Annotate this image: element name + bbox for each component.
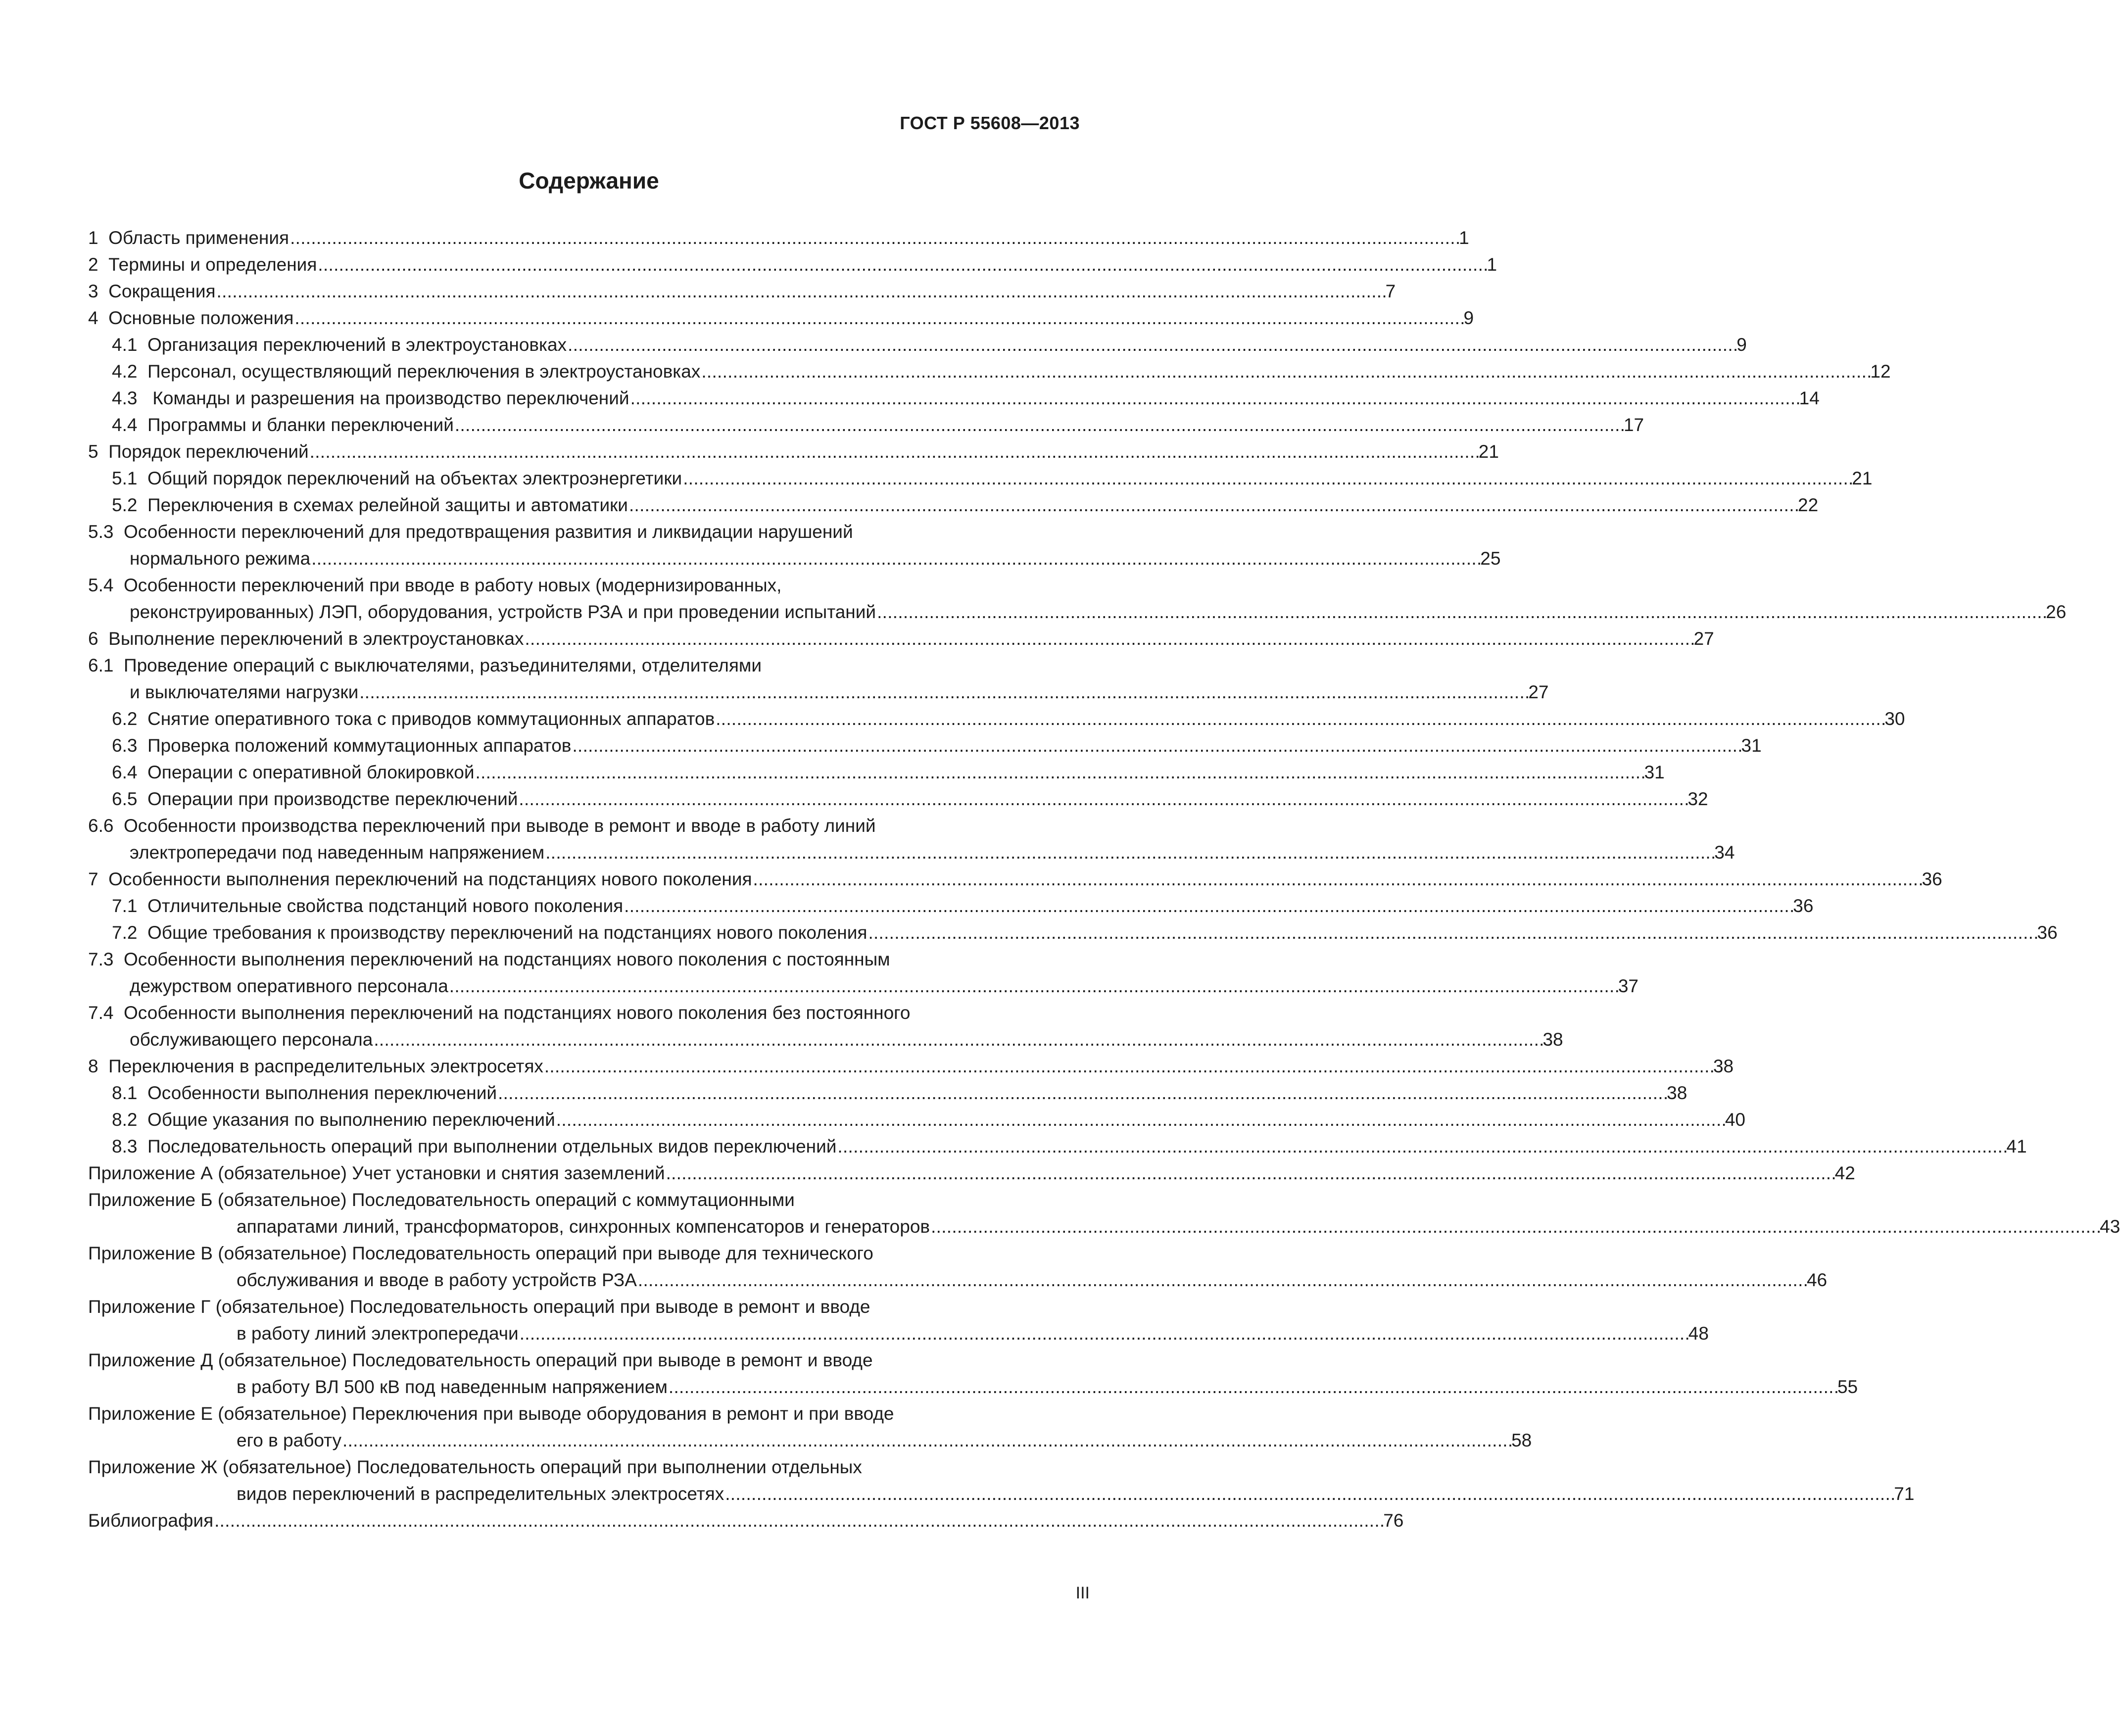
toc-entry-title: в работу линий электропередачи [237, 1323, 519, 1344]
toc-page-number: 58 [1511, 1430, 1532, 1450]
toc-leader-dots [545, 839, 1713, 866]
toc-entry-title: Проверка положений коммутационных аппаратов [147, 735, 572, 756]
toc-entry[interactable] [88, 1000, 1563, 1053]
toc-entry[interactable] [88, 759, 1665, 786]
toc-entry[interactable] [88, 1240, 1828, 1294]
toc-entry[interactable] [88, 1107, 1745, 1133]
toc-entry-title: Приложение В (обязательное) Последовательность операций при выводе для технического [88, 1243, 873, 1263]
toc-leader-dots [638, 1267, 1806, 1294]
toc-entry[interactable] [88, 251, 1497, 278]
toc-entry[interactable] [88, 1053, 1734, 1080]
toc-entry[interactable] [88, 946, 1639, 1000]
toc-entry[interactable] [88, 1187, 2120, 1240]
toc-leader-dots [498, 1080, 1666, 1107]
toc-page-number: 31 [1741, 735, 1762, 756]
toc-leader-dots [683, 465, 1851, 492]
toc-entry[interactable] [88, 866, 1942, 893]
toc-page-number: 41 [2006, 1136, 2027, 1157]
toc-entry[interactable] [88, 919, 2058, 946]
toc-entry[interactable] [88, 225, 1469, 251]
toc-leader-dots [669, 1374, 1836, 1400]
toc-entry-title: Команды и разрешения на производство переключений [147, 388, 629, 408]
toc-entry-number: 8 [88, 1056, 98, 1076]
toc-entry-title: Приложение Д (обязательное) Последовательность операций при выводе в ремонт и вводе [88, 1350, 873, 1370]
toc-entry-number: 8.1 [112, 1083, 138, 1103]
toc-entry-number: 4.1 [112, 335, 138, 355]
toc-page-number: 14 [1799, 388, 1820, 408]
toc-leader-dots [374, 1026, 1542, 1053]
toc-page-number: 9 [1463, 308, 1474, 328]
toc-entry-number: 7.2 [112, 922, 138, 943]
toc-entry-title: Выполнение переключений в электроустановках [108, 628, 524, 649]
toc-entry-title: Программы и бланки переключений [147, 415, 454, 435]
toc-entry[interactable] [88, 465, 1873, 492]
toc-entry-title: и выключателями нагрузки [130, 682, 359, 702]
toc-entry-title: Общий порядок переключений на объектах электроэнергетики [147, 468, 682, 488]
toc-page-number: 31 [1644, 762, 1665, 782]
toc-page-number: 42 [1834, 1163, 1855, 1183]
toc-entry-number: 4.2 [112, 361, 138, 382]
toc-entry[interactable] [88, 305, 1474, 332]
toc-leader-dots [310, 438, 1478, 465]
page-title: Содержание [519, 168, 659, 193]
toc-entry-title: дежурством оперативного персонала [130, 976, 448, 996]
toc-entry-number: 6.2 [112, 709, 138, 729]
toc-entry-number: 8.3 [112, 1136, 138, 1157]
toc-entry-number: 6 [88, 628, 98, 649]
toc-entry[interactable] [88, 732, 1762, 759]
toc-entry-number: 5 [88, 441, 98, 462]
toc-page-number: 46 [1806, 1270, 1828, 1290]
toc-leader-dots [311, 545, 1479, 572]
toc-page-number: 38 [1667, 1083, 1687, 1103]
toc-page-number: 1 [1487, 254, 1497, 275]
toc-entry[interactable] [88, 385, 1820, 412]
toc-entry-number: 3 [88, 281, 98, 301]
toc-page-number: 40 [1725, 1109, 1745, 1130]
toc-entry-number: 4.4 [112, 415, 138, 435]
table-of-contents [88, 225, 2120, 1534]
toc-entry[interactable] [88, 1080, 1687, 1107]
toc-entry-number: 5.4 [88, 575, 114, 595]
toc-page-number: 25 [1480, 548, 1501, 569]
toc-leader-dots [629, 492, 1797, 519]
toc-entry[interactable] [88, 706, 1905, 732]
toc-entry-title: Основные положения [108, 308, 294, 328]
toc-leader-dots [214, 1507, 1382, 1534]
toc-page-number: 55 [1837, 1377, 1858, 1397]
toc-entry[interactable] [88, 652, 1549, 706]
toc-entry[interactable] [88, 1133, 2027, 1160]
toc-entry[interactable] [88, 358, 1891, 385]
toc-entry-title: Особенности выполнения переключений на подстанциях нового поколения [108, 869, 752, 889]
toc-leader-dots [519, 786, 1686, 813]
toc-entry-number: 4.3 [112, 388, 138, 408]
toc-page-number: 30 [1884, 709, 1905, 729]
toc-entry-number: 6.6 [88, 816, 114, 836]
toc-leader-dots [931, 1213, 2099, 1240]
toc-leader-dots [556, 1107, 1724, 1133]
toc-entry-title: Особенности выполнения переключений на подстанциях нового поколения без постоянного [124, 1003, 911, 1023]
toc-leader-dots [294, 305, 1462, 332]
toc-entry-number: 7 [88, 869, 98, 889]
toc-entry[interactable] [88, 813, 1735, 866]
toc-page-number: 48 [1688, 1323, 1709, 1344]
toc-entry-number: 7.4 [88, 1003, 114, 1023]
toc-leader-dots [701, 358, 1869, 385]
toc-entry-title: Отличительные свойства подстанций нового поколения [147, 896, 624, 916]
toc-page-number: 32 [1687, 789, 1708, 809]
toc-entry[interactable] [88, 438, 1499, 465]
toc-entry-title: обслуживающего персонала [130, 1029, 373, 1050]
toc-entry[interactable] [88, 1160, 1855, 1187]
toc-page-number: 34 [1714, 842, 1735, 863]
toc-entry-title: Приложение Е (обязательное) Переключения при выводе оборудования в ремонт и при вводе [88, 1403, 894, 1424]
toc-entry-number: 7.3 [88, 949, 114, 969]
toc-entry-title: видов переключений в распределительных электросетях [237, 1484, 724, 1504]
toc-page-number: 1 [1459, 228, 1469, 248]
toc-leader-dots [716, 706, 1883, 732]
toc-entry-number: 8.2 [112, 1109, 138, 1130]
toc-page-number: 22 [1798, 495, 1819, 515]
toc-entry-title: Персонал, осуществляющий переключения в электроустановках [147, 361, 701, 382]
toc-entry-number: 1 [88, 228, 98, 248]
toc-leader-dots [476, 759, 1643, 786]
toc-entry-title: Приложение Б (обязательное) Последовательность операций с коммутационными [88, 1190, 795, 1210]
toc-entry-number: 6.1 [88, 655, 114, 675]
toc-entry-title: Термины и определения [108, 254, 317, 275]
toc-entry-title: Операции с оперативной блокировкой [147, 762, 475, 782]
toc-entry-title: Общие указания по выполнению переключений [147, 1109, 555, 1130]
toc-page-number: 7 [1385, 281, 1396, 301]
toc-entry-number: 2 [88, 254, 98, 275]
toc-page-number: 71 [1894, 1484, 1915, 1504]
toc-leader-dots [630, 385, 1798, 412]
toc-entry[interactable] [88, 1454, 1915, 1507]
toc-entry-title: Особенности выполнения переключений [147, 1083, 497, 1103]
toc-entry[interactable] [88, 1294, 1709, 1347]
toc-entry[interactable] [88, 786, 1708, 813]
toc-entry-title: Организация переключений в электроустановках [147, 335, 567, 355]
toc-leader-dots [666, 1160, 1834, 1187]
toc-entry-title: нормального режима [130, 548, 311, 569]
toc-entry[interactable] [88, 893, 1814, 919]
toc-page-number: 21 [1478, 441, 1499, 462]
toc-page-number: 36 [2037, 922, 2058, 943]
toc-entry-title: Общие требования к производству переключений на подстанциях нового поколения [147, 922, 867, 943]
toc-entry-title: Особенности переключений при вводе в работу новых (модернизированных, [124, 575, 782, 595]
toc-entry-title: Порядок переключений [108, 441, 309, 462]
toc-page-number: 27 [1693, 628, 1714, 649]
toc-leader-dots [868, 919, 2036, 946]
toc-leader-dots [725, 1481, 1893, 1507]
toc-entry[interactable] [88, 1400, 1532, 1454]
toc-entry-title: Приложение Г (обязательное) Последовательность операций при выводе в ремонт и вводе [88, 1297, 870, 1317]
toc-entry-title: Переключения в распределительных электросетях [108, 1056, 543, 1076]
toc-page-number: 43 [2100, 1216, 2120, 1237]
toc-leader-dots [342, 1427, 1510, 1454]
toc-entry-title: Снятие оперативного тока с приводов коммутационных аппаратов [147, 709, 715, 729]
toc-entry[interactable] [88, 572, 2067, 626]
toc-page-number: 36 [1793, 896, 1814, 916]
toc-page-number: 36 [1922, 869, 1942, 889]
toc-entry-number: 5.3 [88, 522, 114, 542]
toc-entry[interactable] [88, 278, 1396, 305]
toc-leader-dots [455, 412, 1623, 438]
toc-entry-number: 4 [88, 308, 98, 328]
toc-page-number: 27 [1528, 682, 1549, 702]
toc-entry-title: Область применения [108, 228, 289, 248]
toc-leader-dots [290, 225, 1458, 251]
toc-page-number: 38 [1542, 1029, 1563, 1050]
toc-page-number: 26 [2046, 602, 2067, 622]
toc-leader-dots [449, 973, 1617, 1000]
toc-entry[interactable] [88, 519, 1501, 572]
toc-leader-dots [525, 626, 1692, 652]
toc-page-number: 38 [1713, 1056, 1734, 1076]
toc-entry-number: 6.5 [112, 789, 138, 809]
toc-entry-title: аппаратами линий, трансформаторов, синхронных компенсаторов и генераторов [237, 1216, 930, 1237]
toc-entry[interactable] [88, 1507, 1404, 1534]
toc-entry-title: обслуживания и вводе в работу устройств РЗА [237, 1270, 637, 1290]
toc-entry-title: его в работу [237, 1430, 342, 1450]
toc-entry-title: Сокращения [108, 281, 216, 301]
toc-leader-dots [753, 866, 1921, 893]
toc-leader-dots [877, 599, 2045, 626]
toc-entry-title: Последовательность операций при выполнении отдельных видов переключений [147, 1136, 837, 1157]
toc-leader-dots [568, 332, 1735, 358]
toc-entry[interactable] [88, 492, 1819, 519]
toc-entry-number: 5.2 [112, 495, 138, 515]
document-code: ГОСТ Р 55608—2013 [900, 113, 1080, 133]
toc-leader-dots [624, 893, 1792, 919]
toc-entry-title: Приложение Ж (обязательное) Последовательность операций при выполнении отдельных [88, 1457, 862, 1477]
toc-leader-dots [544, 1053, 1712, 1080]
toc-entry[interactable] [88, 412, 1644, 438]
toc-entry-title: Операции при производстве переключений [147, 789, 518, 809]
toc-entry-number: 6.4 [112, 762, 138, 782]
toc-entry-title: Особенности переключений для предотвращения развития и ликвидации нарушений [124, 522, 853, 542]
toc-page-number: 9 [1736, 335, 1747, 355]
toc-entry-title: Библиография [88, 1510, 214, 1531]
toc-page-number: 21 [1852, 468, 1873, 488]
toc-leader-dots [359, 679, 1527, 706]
toc-entry[interactable] [88, 626, 1714, 652]
toc-entry-title: Переключения в схемах релейной защиты и автоматики [147, 495, 628, 515]
toc-page-number: 37 [1618, 976, 1639, 996]
toc-entry-title: Проведение операций с выключателями, разъединителями, отделителями [124, 655, 762, 675]
toc-entry-title: в работу ВЛ 500 кВ под наведенным напряжением [237, 1377, 668, 1397]
toc-leader-dots [217, 278, 1385, 305]
toc-entry-number: 5.1 [112, 468, 138, 488]
toc-leader-dots [318, 251, 1486, 278]
toc-entry-number: 6.3 [112, 735, 138, 756]
toc-leader-dots [520, 1320, 1687, 1347]
toc-entry-title: Приложение А (обязательное) Учет установки и снятия заземлений [88, 1163, 665, 1183]
toc-entry-number: 7.1 [112, 896, 138, 916]
page-number: III [1075, 1584, 1090, 1602]
toc-page-number: 17 [1623, 415, 1644, 435]
toc-entry[interactable] [88, 1347, 1858, 1400]
toc-page-number: 12 [1870, 361, 1891, 382]
toc-entry-title: реконструированных) ЛЭП, оборудования, устройств РЗА и при проведении испытаний [130, 602, 876, 622]
toc-entry[interactable] [88, 332, 1747, 358]
toc-leader-dots [572, 732, 1740, 759]
toc-entry-title: электропередачи под наведенным напряжением [130, 842, 545, 863]
toc-entry-title: Особенности производства переключений при выводе в ремонт и вводе в работу линий [124, 816, 876, 836]
toc-page-number: 76 [1383, 1510, 1404, 1531]
toc-leader-dots [837, 1133, 2005, 1160]
toc-entry-title: Особенности выполнения переключений на подстанциях нового поколения с постоянным [124, 949, 890, 969]
